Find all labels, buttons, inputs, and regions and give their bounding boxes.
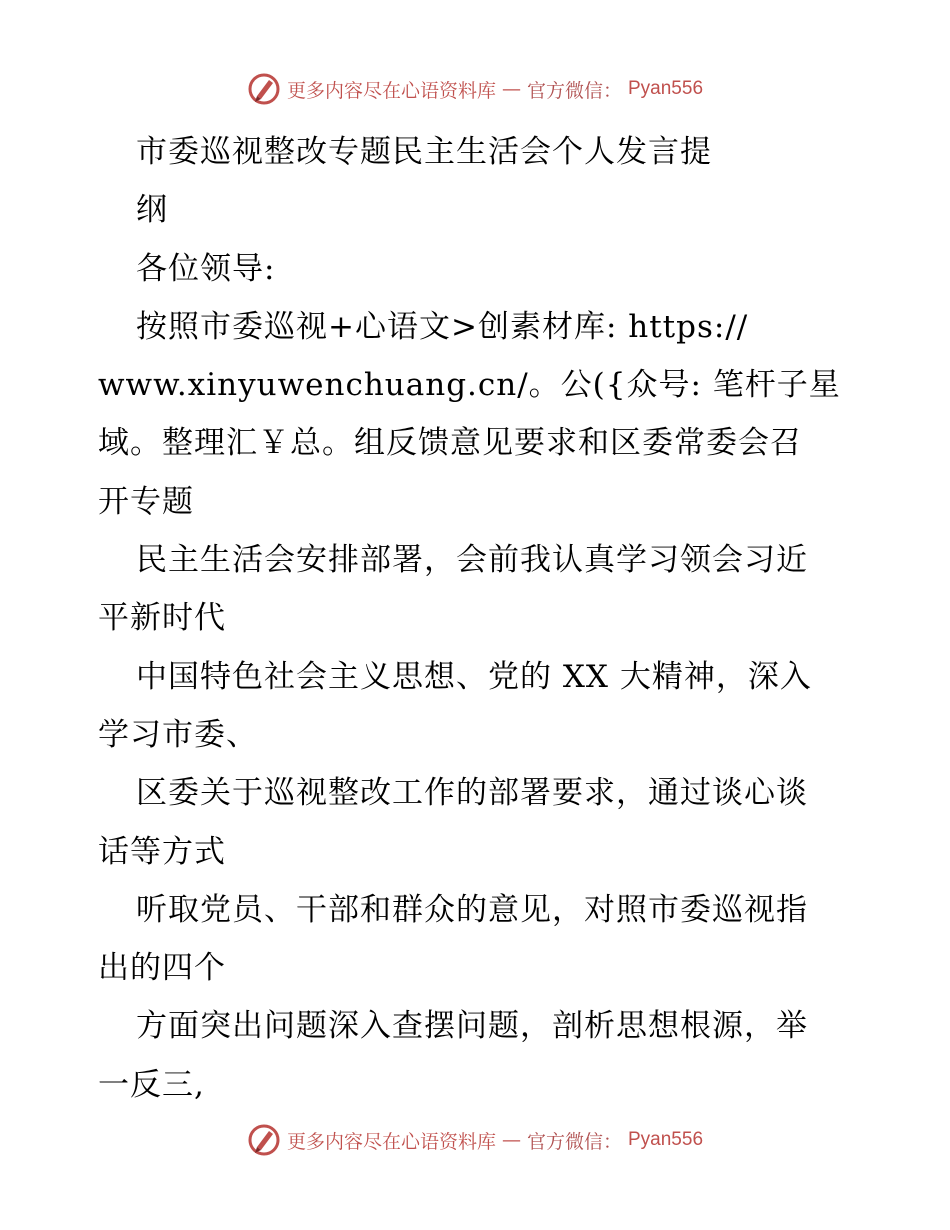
- paragraph-line: 民主生活会安排部署，会前我认真学习领会习近: [136, 542, 808, 579]
- banner-handle: Pyan556: [628, 78, 704, 99]
- pen-logo-icon: [247, 1123, 281, 1157]
- footer-banner: [0, 1120, 950, 1160]
- paragraph-line: 按照市委巡视+心语文>创素材库: https://: [136, 308, 749, 345]
- paragraph-line: 听取党员、干部和群众的意见，对照市委巡视指: [136, 891, 808, 928]
- banner-separator: —: [501, 1129, 521, 1151]
- paragraph-line: 平新时代: [98, 600, 226, 637]
- title-line-2: 纲: [136, 192, 168, 229]
- paragraph-line: 域。整理汇￥总。组反馈意见要求和区委常委会召: [98, 425, 802, 462]
- document-body: [98, 123, 858, 1114]
- paragraph-line: 一反三,: [98, 1066, 205, 1103]
- salutation: 各位领导:: [136, 250, 276, 287]
- paragraph-line: 方面突出问题深入查摆问题，剖析思想根源，举: [136, 1008, 808, 1045]
- paragraph-line: 出的四个: [98, 950, 226, 987]
- paragraph-line: 话等方式: [98, 833, 226, 870]
- banner-separator: —: [501, 78, 521, 100]
- paragraph-line: 区委关于巡视整改工作的部署要求，通过谈心谈: [136, 775, 808, 812]
- banner-text: 更多内容尽在心语资料库: [286, 1130, 496, 1153]
- paragraph-line: 学习市委、: [98, 716, 258, 753]
- banner-handle: Pyan556: [628, 1129, 704, 1150]
- banner-text: 更多内容尽在心语资料库: [286, 79, 496, 102]
- paragraph-line: www.xinyuwenchuang.cn/。公({众号: 笔杆子星: [98, 367, 841, 404]
- banner-wechat-label: 官方微信：: [526, 1130, 622, 1153]
- title-line-1: 市委巡视整改专题民主生活会个人发言提: [136, 134, 712, 170]
- pen-logo-icon: [247, 72, 281, 106]
- paragraph-line: 中国特色社会主义思想、党的 XX 大精神，深入: [136, 658, 812, 695]
- banner-wechat-label: 官方微信：: [526, 79, 622, 102]
- paragraph-line: 开专题: [98, 483, 194, 520]
- header-banner: [0, 69, 950, 109]
